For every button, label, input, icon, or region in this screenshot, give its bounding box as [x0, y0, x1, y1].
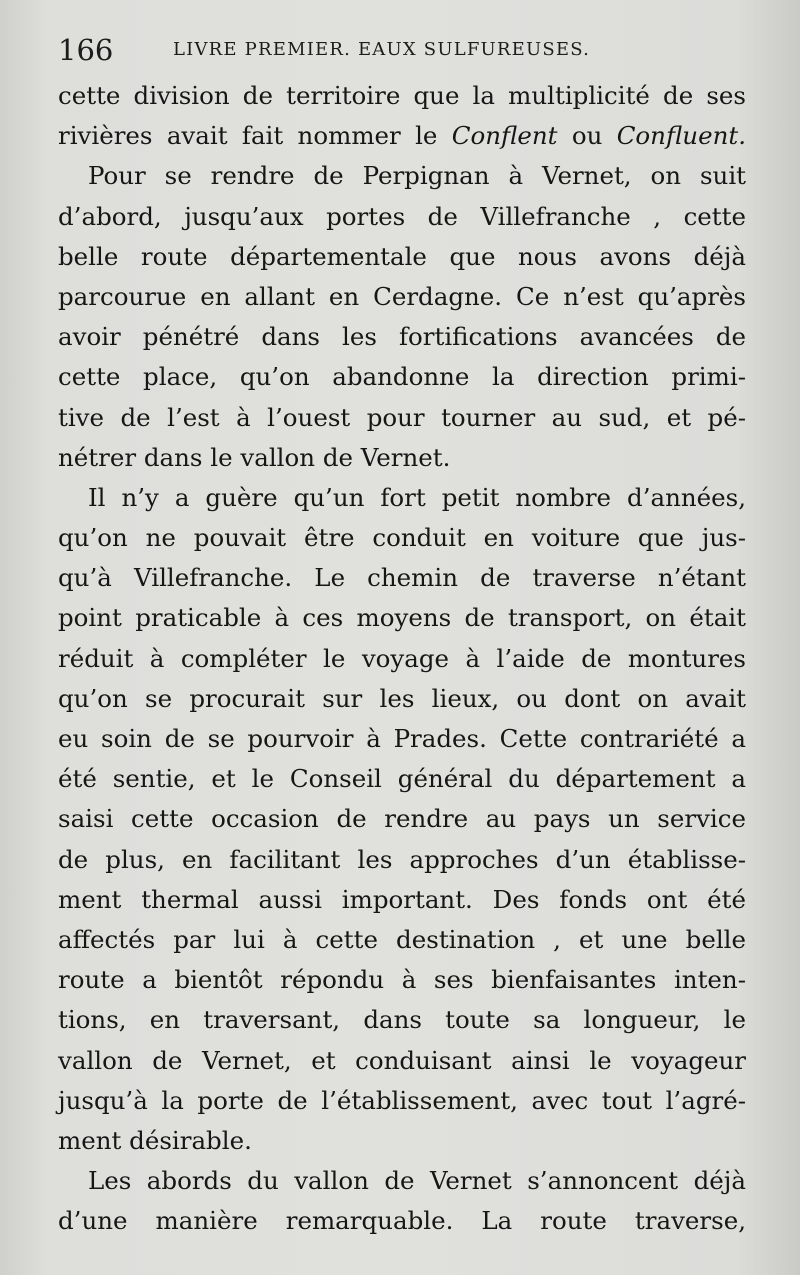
paragraph-first-line: Il n’y a guère qu’un fort petit nombre d’années, — [88, 482, 746, 512]
text-span: rivières avait fait nommer le — [58, 121, 438, 151]
paragraph-first-line: Pour se rendre de Perpignan à Vernet, on suit — [88, 161, 746, 191]
text-line — [58, 116, 746, 156]
text-line: affectés par lui à cette destination , et une belle — [58, 924, 746, 954]
text-line: tions, en traversant, dans toute sa longueur, le — [58, 1005, 746, 1035]
text-line: belle route départementale que nous avons déjà — [58, 241, 746, 271]
paragraph-last-line: ment désirable. — [58, 1125, 252, 1155]
text-line: saisi cette occasion de rendre au pays un service — [58, 804, 746, 834]
text-line: parcourue en allant en Cerdagne. Ce n’est qu’après — [58, 281, 746, 311]
text-line: route a bientôt répondu à ses bienfaisantes inten- — [58, 965, 746, 995]
paragraph-last-line: nétrer dans le vallon de Vernet. — [58, 442, 451, 472]
page-header — [58, 30, 758, 70]
text-line: jusqu’à la porte de l’établissement, avec tout l’agré- — [58, 1085, 746, 1115]
text-line: qu’on ne pouvait être conduit en voiture que jus- — [58, 523, 746, 553]
text-line: qu’on se procurait sur les lieux, ou dont on avait — [58, 683, 746, 713]
text-line: qu’à Villefranche. Le chemin de traverse n’étant — [58, 563, 746, 593]
text-line: de plus, en facilitant les approches d’un établisse- — [58, 844, 746, 874]
text-line: vallon de Vernet, et conduisant ainsi le voyageur — [58, 1045, 746, 1075]
page-number: 166 — [58, 33, 114, 67]
text-line: été sentie, et le Conseil général du département a — [58, 764, 746, 794]
text-line: avoir pénétré dans les fortifications avancées de — [58, 322, 746, 352]
running-head: LIVRE PREMIER. EAUX SULFUREUSES. — [173, 39, 591, 60]
text-line: eu soin de se pourvoir à Prades. Cette contrariété a — [58, 724, 746, 753]
text-line: point praticable à ces moyens de transport, on était — [58, 603, 746, 633]
text-line: cette division de territoire que la multiplicité de ses — [58, 81, 746, 110]
paragraph-first-line: Les abords du vallon de Vernet s’annoncent déjà — [88, 1166, 746, 1196]
italic-term: Conflent — [451, 121, 558, 151]
text-line: ment thermal aussi important. Des fonds ont été — [58, 884, 746, 914]
text-line: d’abord, jusqu’aux portes de Villefranche , cette — [58, 201, 746, 231]
text-line: tive de l’est à l’ouest pour tourner au sud, et pé- — [58, 402, 746, 432]
body-text — [58, 76, 746, 1241]
text-line: d’une manière remarquable. La route traverse, — [58, 1206, 746, 1236]
text-line: cette place, qu’on abandonne la direction primi- — [58, 362, 746, 392]
italic-term: Confluent. — [616, 121, 746, 151]
text-line: réduit à compléter le voyage à l’aide de montures — [58, 643, 746, 673]
text-span: ou — [571, 121, 603, 151]
